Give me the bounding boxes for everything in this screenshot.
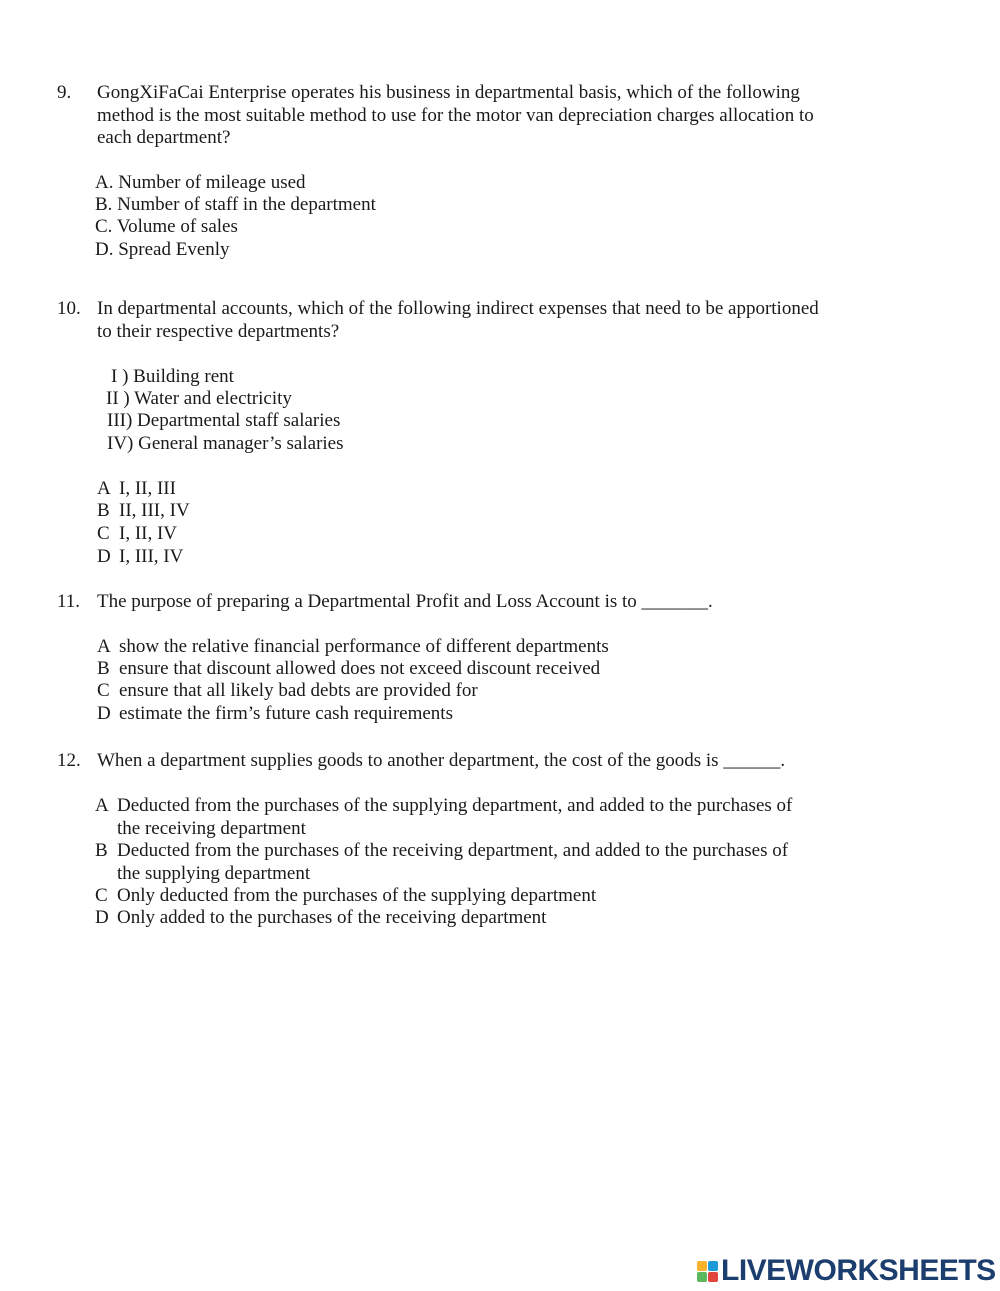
q10-item-3: III) Departmental staff salaries <box>107 410 341 431</box>
question-text: In departmental accounts, which of the following indirect expenses that need to be apportioned to their respective departments? <box>97 298 819 342</box>
question-number: 9. <box>57 82 72 103</box>
q9-option-c[interactable]: C. Volume of sales <box>95 216 238 237</box>
liveworksheets-logo <box>697 1253 996 1287</box>
q10-item-2: II ) Water and electricity <box>106 388 292 409</box>
q9-option-b[interactable]: B. Number of staff in the department <box>95 194 376 215</box>
q9-option-a[interactable]: A. Number of mileage used <box>95 172 306 193</box>
question-number: 11. <box>57 591 81 612</box>
logo-text: LIVEWORKSHEETS <box>721 1253 996 1287</box>
question-number: 10. <box>57 298 81 319</box>
q10-item-1: I ) Building rent <box>111 366 234 387</box>
q10-item-4: IV) General manager’s salaries <box>107 433 344 454</box>
question-text: The purpose of preparing a Departmental Profit and Loss Account is to _______. <box>97 591 713 612</box>
logo-blocks-icon <box>697 1261 718 1282</box>
question-text: When a department supplies goods to another department, the cost of the goods is ______. <box>97 750 786 771</box>
question-number: 12. <box>57 750 81 771</box>
question-text: GongXiFaCai Enterprise operates his business in departmental basis, which of the following method is the most suitable method to use for the motor van depreciation charges allocation to each department? <box>97 82 814 148</box>
q9-option-d[interactable]: D. Spread Evenly <box>95 239 230 260</box>
